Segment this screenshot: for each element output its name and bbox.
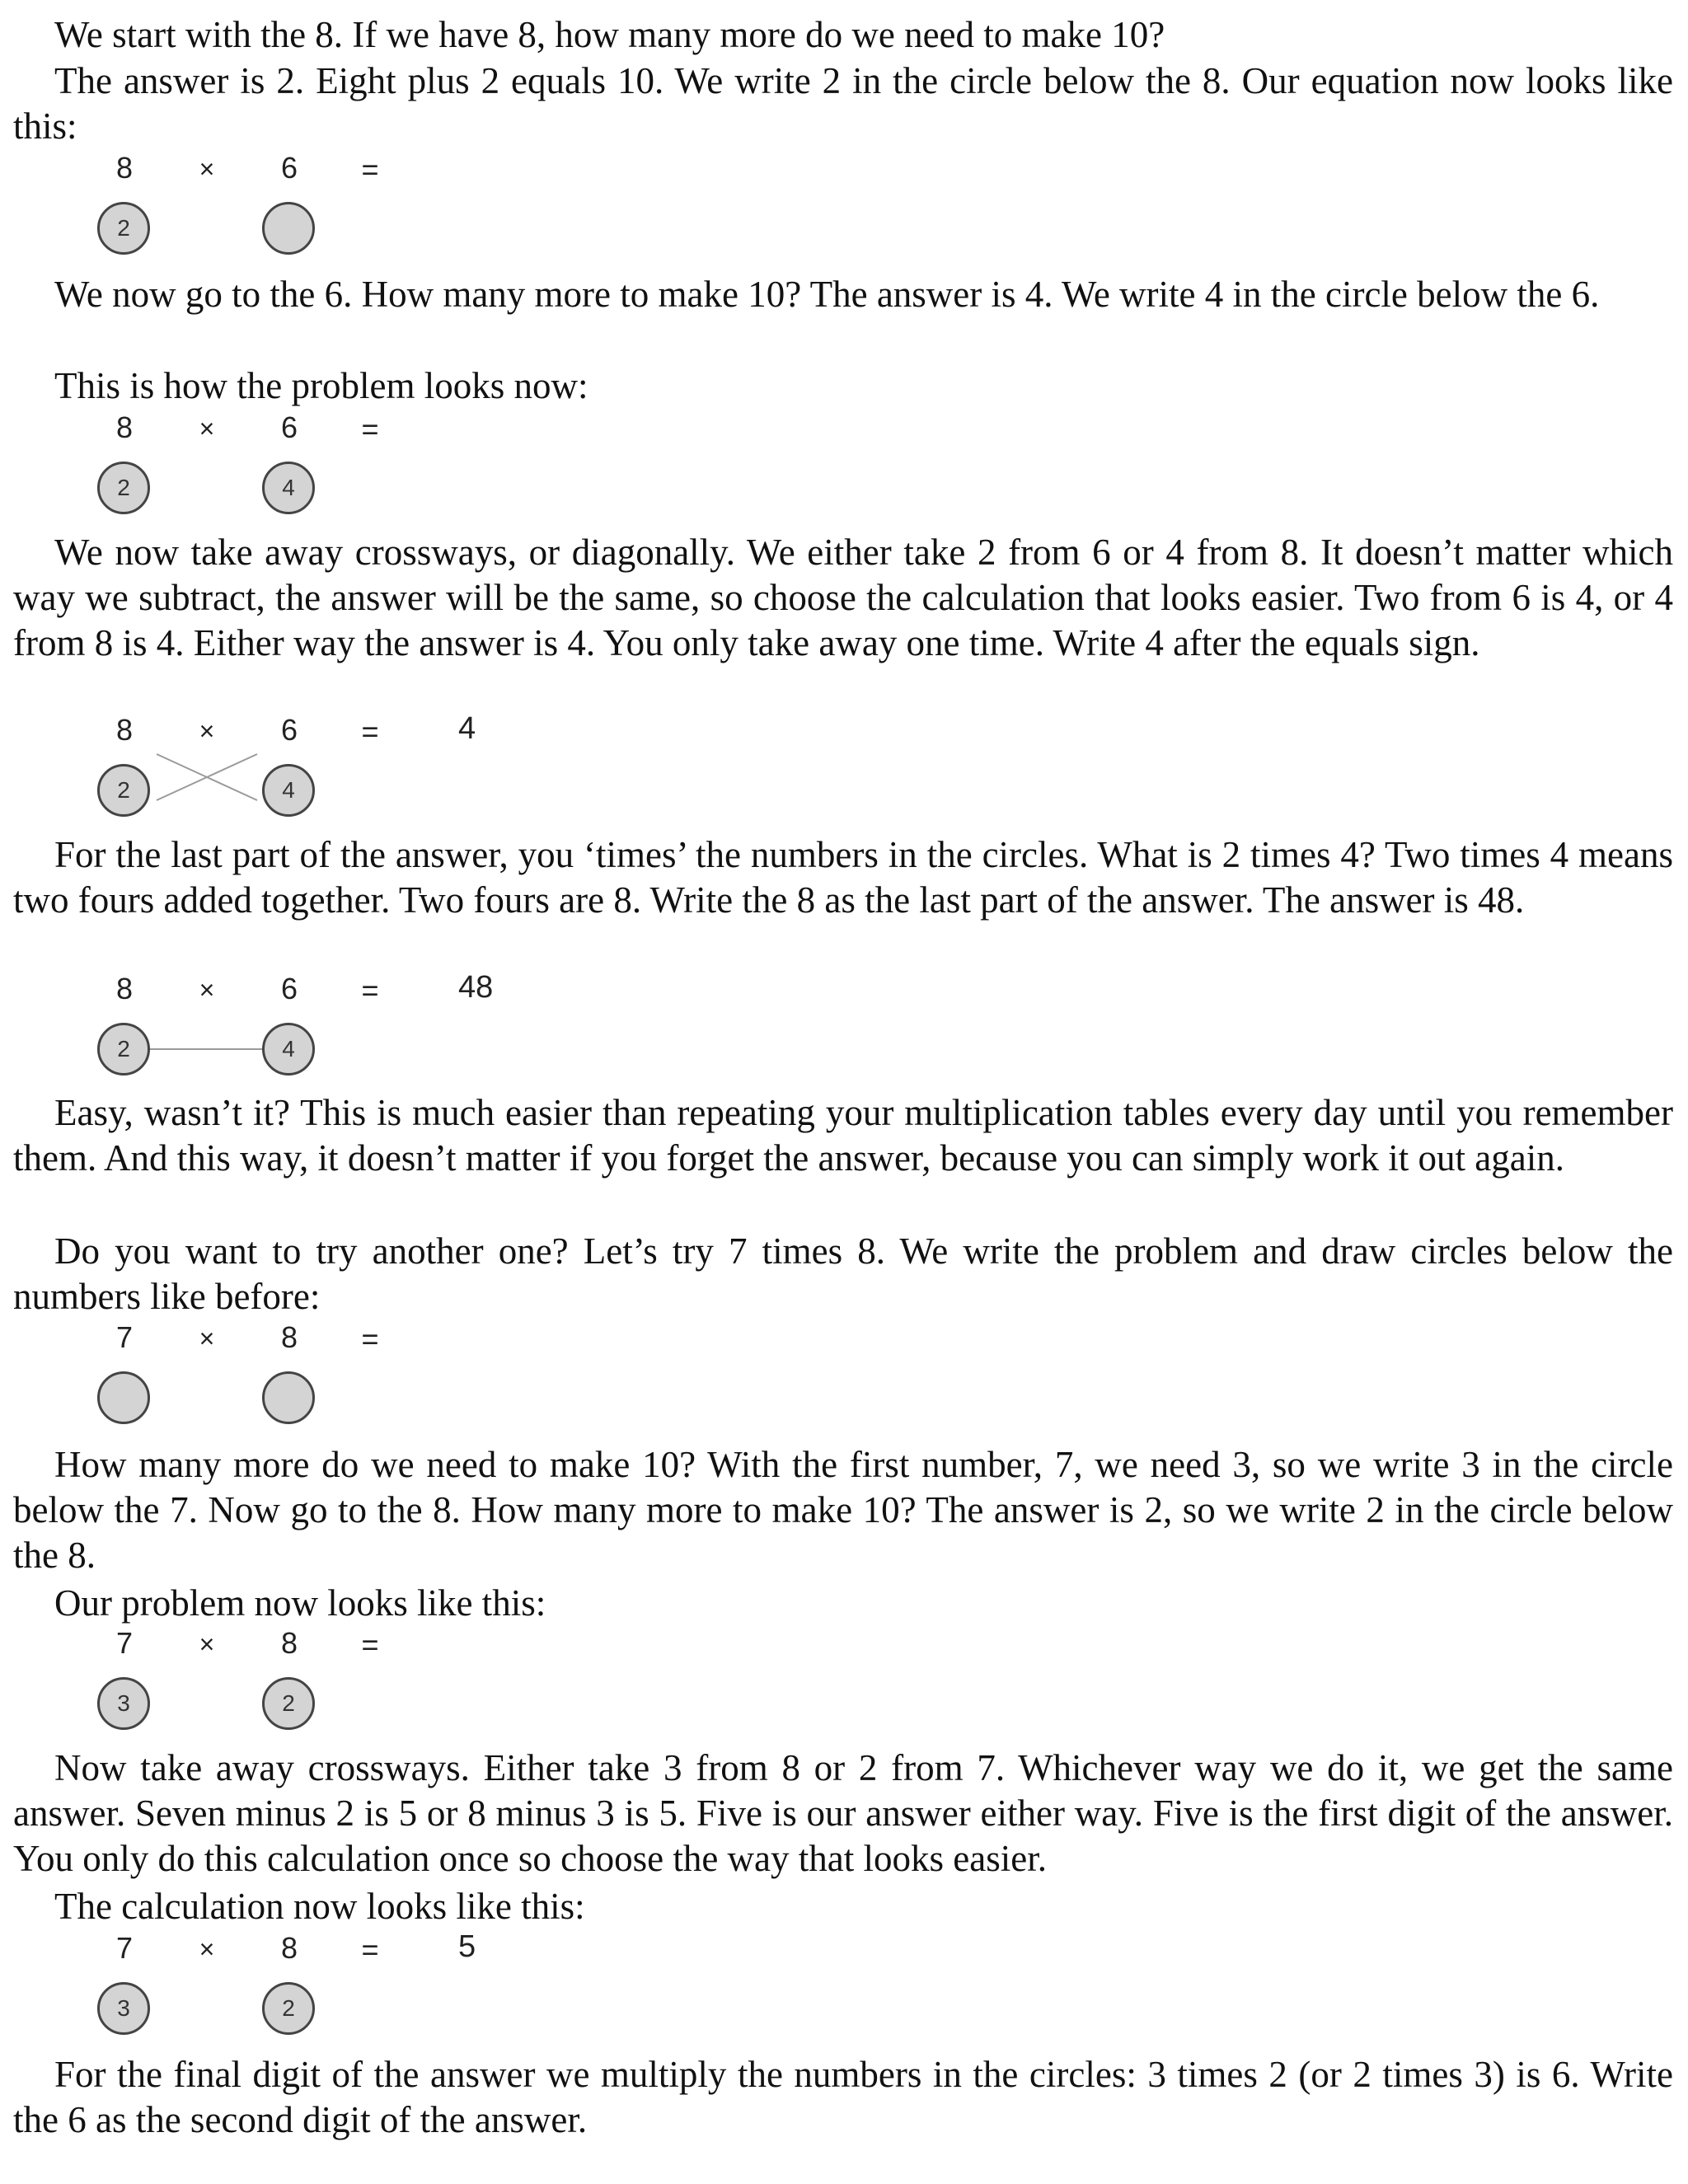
times-sign: ×: [199, 716, 215, 746]
second-circle: 4: [262, 764, 315, 817]
paragraph: The answer is 2. Eight plus 2 equals 10. We write 2 in the circle below the 8. Our equation now looks like this:: [13, 60, 1673, 147]
first-number: 8: [115, 410, 134, 444]
second-circle: [262, 202, 315, 255]
first-circle: [97, 1371, 150, 1424]
equation-diagram: [0, 970, 1688, 1097]
equals-sign: =: [361, 412, 379, 446]
paragraph: For the final digit of the answer we multiply the numbers in the circles: 3 times 2 (or 2 times 3) is 6. Write the 6 as the second digit of the answer.: [13, 2054, 1673, 2140]
paragraph: Our problem now looks like this:: [54, 1582, 546, 1624]
paragraph: How many more do we need to make 10? With the first number, 7, we need 3, so we write 3 in the circle below the 7. Now go to the 8. How many more to make 10? The answer is 2, so we write 2 in the circle below the 8.: [13, 1444, 1673, 1576]
times-sign: ×: [199, 975, 215, 1005]
second-number: 6: [280, 972, 298, 1005]
second-number: 6: [280, 410, 298, 444]
first-circle: 2: [97, 764, 150, 817]
first-number: 7: [115, 1931, 134, 1965]
second-number: 8: [280, 1931, 298, 1965]
second-number: 6: [280, 151, 298, 185]
equation-diagram: [0, 1929, 1688, 2056]
equation-diagram: [0, 152, 1688, 276]
first-circle: 2: [97, 1023, 150, 1076]
first-circle: 2: [97, 202, 150, 255]
equation-diagram: [0, 1322, 1688, 1446]
equation-diagram: [0, 711, 1688, 838]
second-number: 8: [280, 1626, 298, 1660]
equals-sign: =: [361, 715, 379, 748]
answer-value: 5: [458, 1929, 476, 1964]
first-circle: 3: [97, 1677, 150, 1730]
paragraph: We now go to the 6. How many more to make 10? The answer is 4. We write 4 in the circle below the 6.: [54, 274, 1600, 315]
second-circle: 2: [262, 1677, 315, 1730]
equation-diagram: [0, 1628, 1688, 1751]
paragraph: For the last part of the answer, you ‘times’ the numbers in the circles. What is 2 times 4? Two times 4 means two fours added together. Two fours are 8. Write the 8 as the last part of the answer. The answer is 48.: [13, 834, 1673, 921]
equals-sign: =: [361, 1322, 379, 1356]
equals-sign: =: [361, 1628, 379, 1661]
paragraph: This is how the problem looks now:: [54, 365, 588, 406]
paragraph: The calculation now looks like this:: [54, 1886, 585, 1927]
times-sign: ×: [199, 154, 215, 184]
second-circle: 2: [262, 1982, 315, 2035]
paragraph: Do you want to try another one? Let’s try 7 times 8. We write the problem and draw circles below the numbers like before:: [13, 1230, 1673, 1317]
first-number: 8: [115, 713, 134, 747]
paragraph: Now take away crossways. Either take 3 from 8 or 2 from 7. Whichever way we do it, we get the same answer. Seven minus 2 is 5 or 8 minus 3 is 5. Five is our answer either way. Five is the first digit of the answer. You only do this calculation once so choose the way that looks easier.: [13, 1747, 1673, 1879]
second-circle: [262, 1371, 315, 1424]
first-number: 8: [115, 151, 134, 185]
second-number: 8: [280, 1320, 298, 1354]
second-circle: 4: [262, 1023, 315, 1076]
paragraph: We now take away crossways, or diagonally. We either take 2 from 6 or 4 from 8. It doesn’t matter which way we subtract, the answer will be the same, so choose the calculation that looks easier. Two from 6 is 4, or 4 from 8 is 4. Either way the answer is 4. You only take away one time. Write 4 after the equals sign.: [13, 532, 1673, 663]
first-number: 8: [115, 972, 134, 1005]
answer-value: 4: [458, 711, 476, 746]
paragraph: We start with the 8. If we have 8, how many more do we need to make 10?: [54, 14, 1165, 55]
times-sign: ×: [199, 1324, 215, 1353]
times-sign: ×: [199, 414, 215, 443]
equation-diagram: [0, 412, 1688, 536]
equals-sign: =: [361, 1933, 379, 1966]
first-circle: 2: [97, 462, 150, 514]
times-sign: ×: [199, 1629, 215, 1659]
answer-value: 48: [458, 970, 494, 1005]
second-circle: 4: [262, 462, 315, 514]
equals-sign: =: [361, 152, 379, 186]
first-number: 7: [115, 1626, 134, 1660]
paragraph: Easy, wasn’t it? This is much easier than repeating your multiplication tables every day until you remember them. And this way, it doesn’t matter if you forget the answer, because you can simply work it out again.: [13, 1092, 1673, 1179]
second-number: 6: [280, 713, 298, 747]
times-sign: ×: [199, 1934, 215, 1964]
first-circle: 3: [97, 1982, 150, 2035]
equals-sign: =: [361, 973, 379, 1007]
first-number: 7: [115, 1320, 134, 1354]
